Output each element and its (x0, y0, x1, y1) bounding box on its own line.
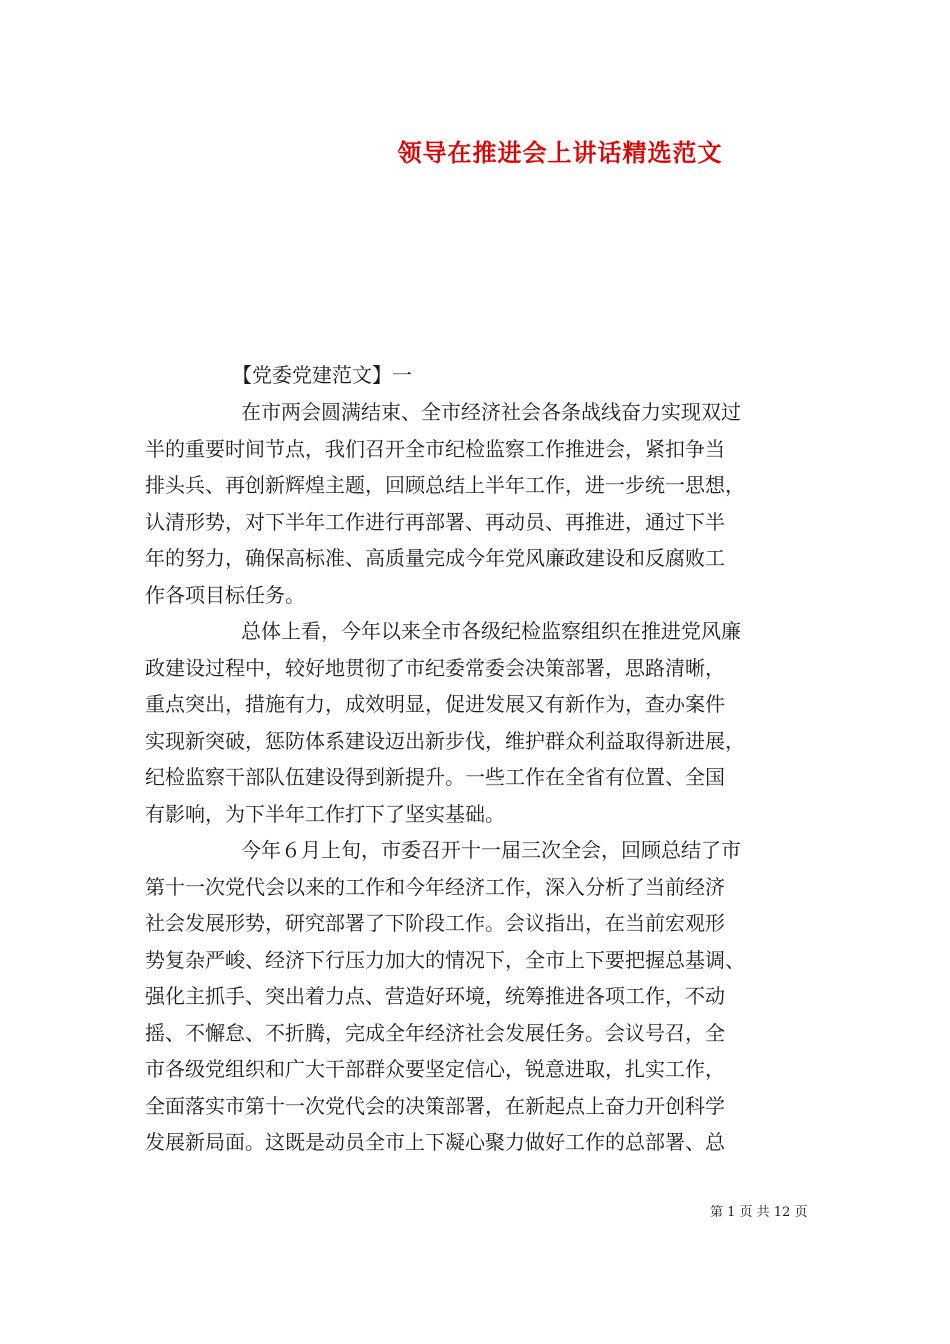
text-line: 半的重要时间节点，我们召开全市纪检监察工作推进会，紧扣争当 (145, 436, 725, 461)
text-line: 全面落实市第十一次党代会的决策部署，在新起点上奋力开创科学 (145, 1093, 725, 1118)
paragraph-3 (145, 832, 815, 1161)
text-line: 社会发展形势，研究部署了下阶段工作。会议指出，在当前宏观形 (145, 911, 725, 935)
paragraph-1 (145, 394, 815, 613)
text-line: 认清形势，对下半年工作进行再部署、再动员、再推进，通过下半 (145, 509, 725, 534)
text-line: 第十一次党代会以来的工作和今年经济工作，深入分析了当前经济 (145, 874, 725, 899)
page-title: 领导在推进会上讲话精选范文 (397, 138, 723, 167)
text-line: 今年６月上旬，市委召开十一届三次全会，回顾总结了市 (241, 838, 741, 862)
text-line: 作各项目标任务。 (145, 582, 305, 607)
text-line: 政建设过程中，较好地贯彻了市纪委常委会决策部署，思路清晰， (145, 655, 725, 680)
text-line: 在市两会圆满结束、全市经济社会各条战线奋力实现双过 (241, 400, 741, 424)
paragraph-2 (145, 613, 815, 832)
document-body (145, 394, 815, 1161)
page-number: 第 1 页 共 12 页 (710, 1205, 808, 1220)
text-line: 排头兵、再创新辉煌主题，回顾总结上半年工作，进一步统一思想， (145, 473, 745, 497)
text-line: 摇、不懈怠、不折腾，完成全年经济社会发展任务。会议号召，全 (145, 1020, 725, 1045)
text-line: 纪检监察干部队伍建设得到新提升。一些工作在全省有位置、全国 (145, 765, 725, 789)
text-line: 总体上看，今年以来全市各级纪检监察组织在推进党风廉 (241, 619, 741, 643)
text-line: 实现新突破，惩防体系建设迈出新步伐，维护群众利益取得新进展， (145, 728, 745, 753)
text-line: 有影响，为下半年工作打下了坚实基础。 (145, 801, 505, 826)
text-line: 发展新局面。这既是动员全市上下凝心聚力做好工作的总部署、总 (145, 1130, 725, 1154)
text-line: 年的努力，确保高标准、高质量完成今年党风廉政建设和反腐败工 (145, 546, 725, 570)
section-label: 【党委党建范文】一 (232, 363, 412, 387)
text-line: 势复杂严峻、经济下行压力加大的情况下，全市上下要把握总基调、 (145, 947, 745, 972)
text-line: 市各级党组织和广大干部群众要坚定信心，锐意进取，扎实工作， (145, 1057, 725, 1081)
text-line: 重点突出，措施有力，成效明显，促进发展又有新作为，查办案件 (145, 692, 725, 716)
text-line: 强化主抓手、突出着力点、营造好环境，统筹推进各项工作，不动 (145, 984, 725, 1008)
